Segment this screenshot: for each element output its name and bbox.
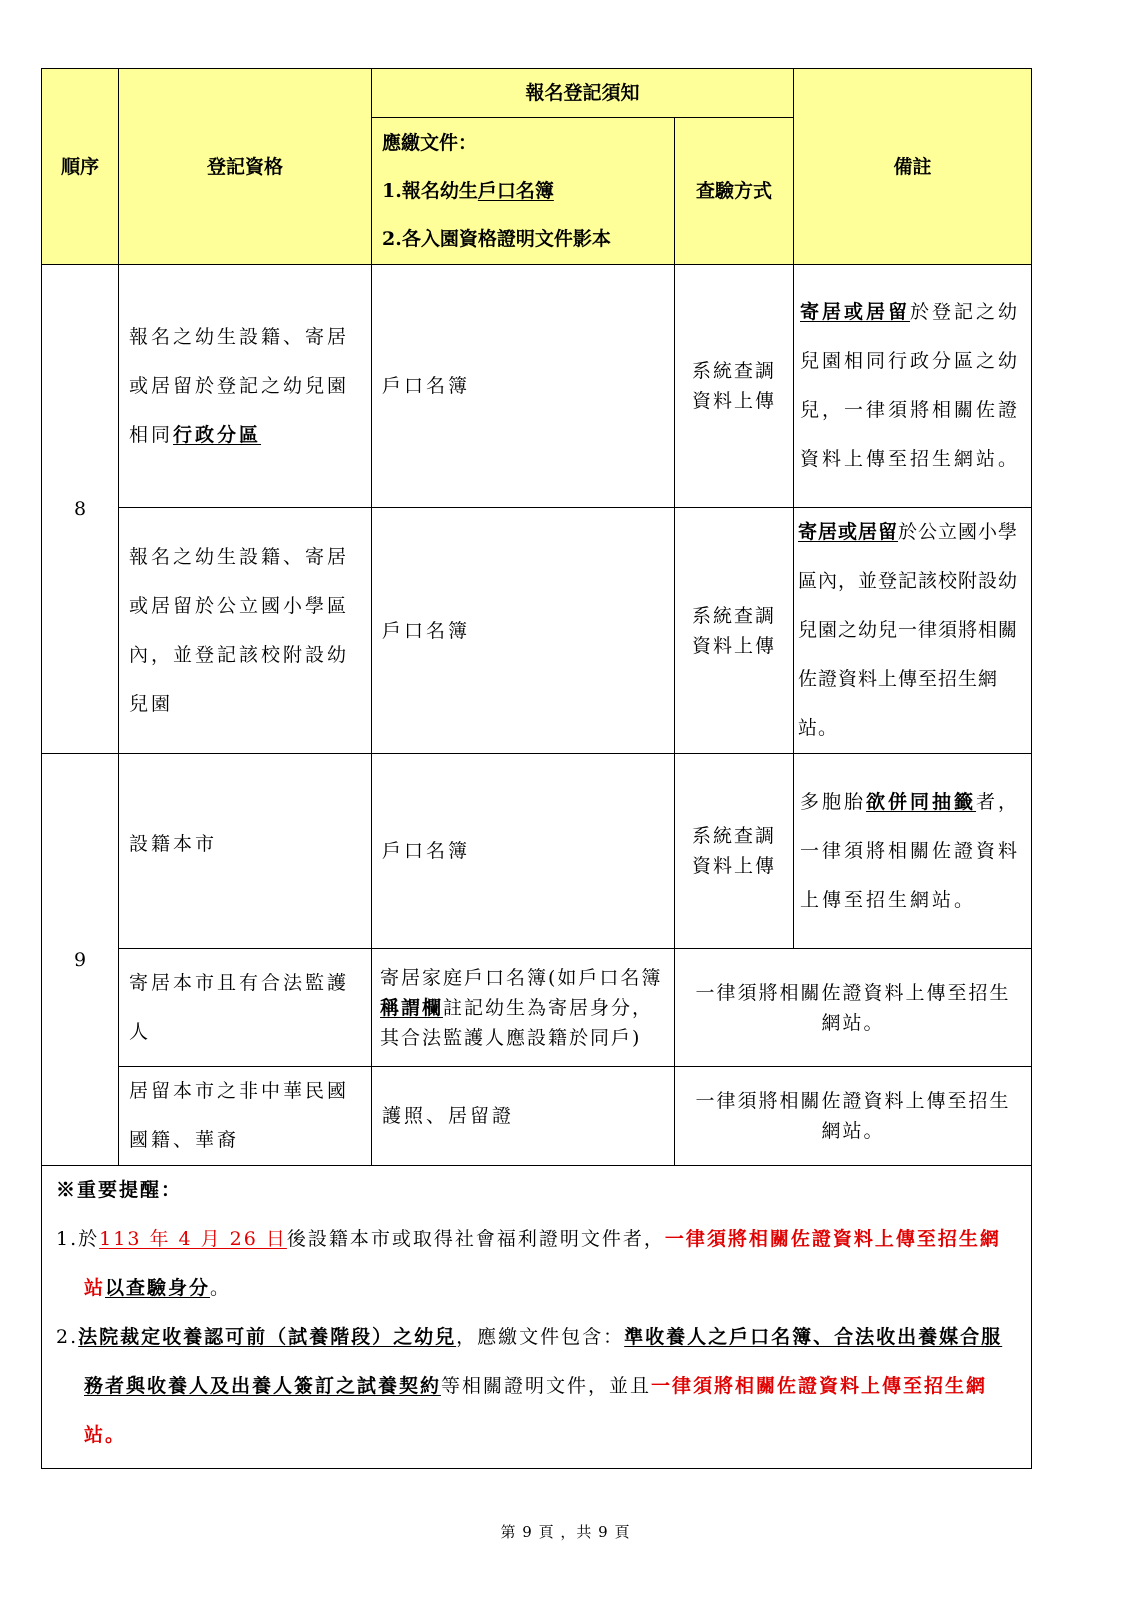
reminder-row bbox=[42, 1166, 1032, 1469]
page-footer: 第 9 頁 ，共 9 頁 bbox=[500, 1523, 631, 1541]
docs-item-2: 2.各入園資格證明文件影本 bbox=[382, 228, 611, 250]
document-cell: 寄居家庭戶口名簿(如戶口名簿稱謂欄註記幼生為寄居身分，其合法監護人應設籍於同戶) bbox=[372, 949, 675, 1067]
docs-title: 應繳文件： bbox=[382, 132, 478, 154]
document-cell: 護照、居留證 bbox=[372, 1067, 675, 1166]
reminder-cell bbox=[42, 1166, 1032, 1469]
remark-cell: 多胞胎欲併同抽籤者，一律須將相關佐證資料上傳至招生網站。 bbox=[794, 754, 1032, 949]
remark-cell: 寄居或居留於公立國小學區內，並登記該校附設幼兒園之幼兒一律須將相關佐證資料上傳至招生網站。 bbox=[794, 508, 1032, 754]
order-cell: 9 bbox=[42, 754, 119, 1166]
qualification-cell: 寄居本市且有合法監護人 bbox=[119, 949, 372, 1067]
registration-table bbox=[41, 68, 1032, 1469]
qualification-cell: 設籍本市 bbox=[119, 754, 372, 949]
header-documents bbox=[372, 118, 675, 265]
method-cell: 系統查調 資料上傳 bbox=[675, 508, 794, 754]
document-cell: 戶口名簿 bbox=[372, 754, 675, 949]
qualification-cell: 居留本市之非中華民國國籍、華裔 bbox=[119, 1067, 372, 1166]
order-cell: 8 bbox=[42, 265, 119, 754]
header-remarks: 備註 bbox=[794, 69, 1032, 265]
table-row bbox=[42, 1067, 1032, 1166]
header-qualification: 登記資格 bbox=[119, 69, 372, 265]
header-method: 查驗方式 bbox=[675, 118, 794, 265]
table-row bbox=[42, 949, 1032, 1067]
document-cell: 戶口名簿 bbox=[372, 265, 675, 508]
header-notice: 報名登記須知 bbox=[372, 69, 794, 118]
header-order: 順序 bbox=[42, 69, 119, 265]
table-row bbox=[42, 754, 1032, 949]
table-row bbox=[42, 508, 1032, 754]
merged-remark-cell: 一律須將相關佐證資料上傳至招生網站。 bbox=[675, 1067, 1032, 1166]
remark-cell: 寄居或居留於登記之幼兒園相同行政分區之幼兒，一律須將相關佐證資料上傳至招生網站。 bbox=[794, 265, 1032, 508]
docs-item-1: 1.報名幼生戶口名簿 bbox=[382, 180, 554, 202]
document-cell: 戶口名簿 bbox=[372, 508, 675, 754]
qualification-cell: 報名之幼生設籍、寄居或居留於公立國小學區內，並登記該校附設幼兒園 bbox=[119, 508, 372, 754]
method-cell: 系統查調 資料上傳 bbox=[675, 754, 794, 949]
table-row bbox=[42, 265, 1032, 508]
qualification-cell: 報名之幼生設籍、寄居或居留於登記之幼兒園相同行政分區 bbox=[119, 265, 372, 508]
reminder-item-1: 1.於113 年 4 月 26 日後設籍本市或取得社會福利證明文件者，一律須將相關佐證資料上傳至招生網站以查驗身分。 bbox=[56, 1228, 1001, 1299]
method-cell: 系統查調 資料上傳 bbox=[675, 265, 794, 508]
reminder-item-2: 2.法院裁定收養認可前（試養階段）之幼兒，應繳文件包含：準收養人之戶口名簿、合法收出養媒合服務者與收養人及出養人簽訂之試養契約等相關證明文件，並且一律須將相關佐證資料上傳至招生網站。 bbox=[56, 1326, 1003, 1446]
reminder-title: ※重要提醒： bbox=[56, 1179, 183, 1201]
merged-remark-cell: 一律須將相關佐證資料上傳至招生網站。 bbox=[675, 949, 1032, 1067]
